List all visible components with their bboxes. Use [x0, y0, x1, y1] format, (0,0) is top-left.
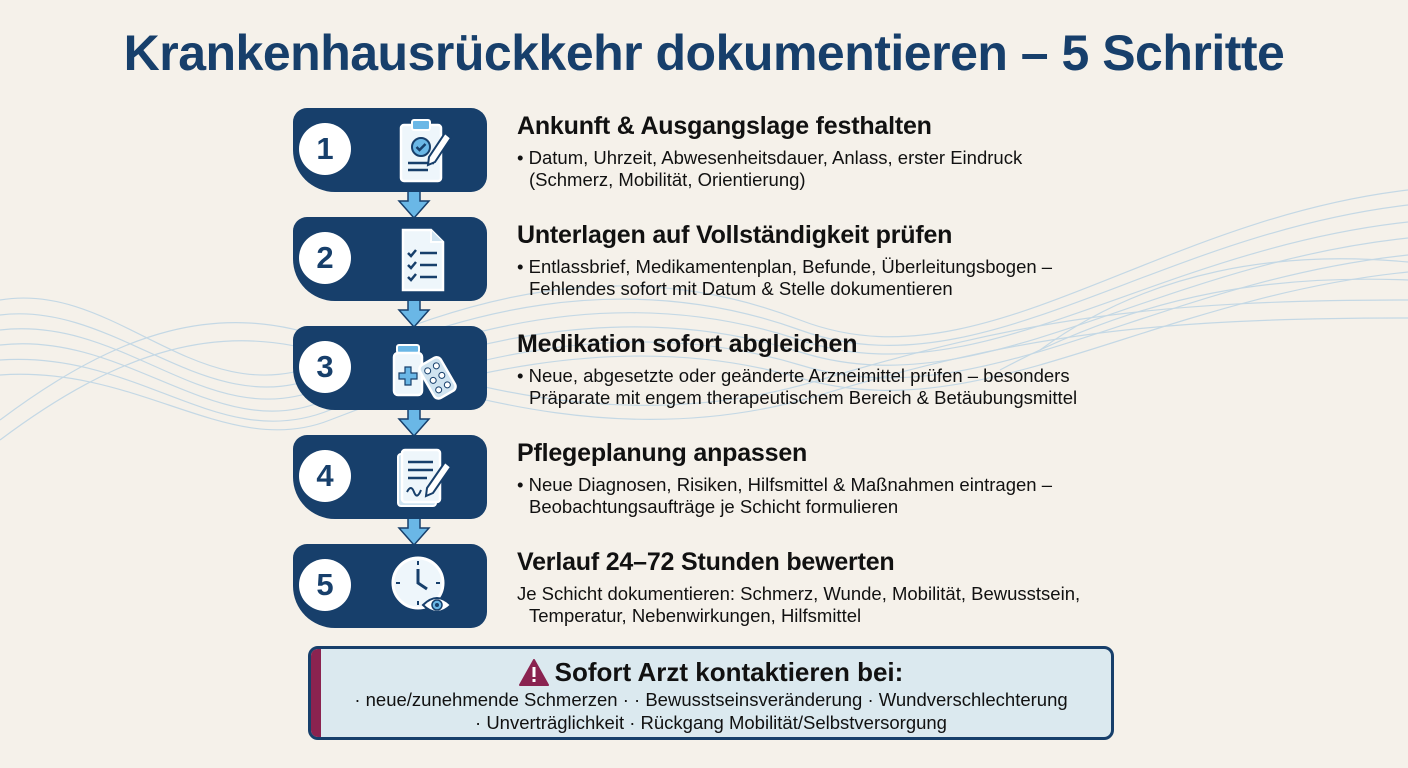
- step-detail: • Entlassbrief, Medikamentenplan, Befunde, Überleitungsbogen –: [517, 256, 1053, 277]
- step-4-text: [517, 439, 1052, 518]
- clock-eye-icon: [385, 549, 459, 623]
- warning-icon: [519, 659, 549, 687]
- step-detail: • Neue Diagnosen, Risiken, Hilfsmittel & Maßnahmen eintragen –: [517, 474, 1053, 495]
- alert-box: [308, 646, 1114, 740]
- care-plan-edit-icon: [385, 440, 459, 514]
- step-3-text: [517, 330, 1077, 409]
- step-detail: (Schmerz, Mobilität, Orientierung): [529, 169, 806, 190]
- step-2-text: [517, 221, 1052, 300]
- step-title: Unterlagen auf Vollständigkeit prüfen: [517, 221, 953, 249]
- step-title: Pflegeplanung anpassen: [517, 439, 808, 467]
- step-number: 4: [299, 450, 351, 502]
- step-number: 1: [299, 123, 351, 175]
- step-number: 3: [299, 341, 351, 393]
- alert-heading: [311, 657, 1111, 688]
- alert-detail: · Unverträglichkeit · Rückgang Mobilität/Selbstversorgung: [475, 712, 947, 733]
- step-detail: • Neue, abgesetzte oder geänderte Arzneimittel prüfen – besonders: [517, 365, 1070, 386]
- page-title: Krankenhausrückkehr dokumentieren – 5 Schritte: [123, 25, 1285, 81]
- step-detail: • Datum, Uhrzeit, Abwesenheitsdauer, Anlass, erster Eindruck: [517, 147, 1023, 168]
- step-badge-3: [293, 326, 487, 410]
- step-title: Verlauf 24–72 Stunden bewerten: [517, 548, 895, 576]
- step-detail: Je Schicht dokumentieren: Schmerz, Wunde, Mobilität, Bewusstsein,: [517, 583, 1081, 604]
- step-badge-4: [293, 435, 487, 519]
- step-number: 2: [299, 232, 351, 284]
- step-number: 5: [299, 559, 351, 611]
- step-badge-2: [293, 217, 487, 301]
- step-detail: Präparate mit engem therapeutischem Bereich & Betäubungsmittel: [529, 387, 1078, 408]
- alert-detail: · neue/zunehmende Schmerzen · · Bewusstseinsveränderung · Wundverschlechterung: [354, 689, 1068, 710]
- clipboard-check-icon: [385, 113, 459, 187]
- alert-heading-text: Sofort Arzt kontaktieren bei:: [554, 657, 904, 687]
- step-badge-5: [293, 544, 487, 628]
- document-checklist-icon: [385, 222, 459, 296]
- step-title: Medikation sofort abgleichen: [517, 330, 858, 358]
- step-detail: Fehlendes sofort mit Datum & Stelle dokumentieren: [529, 278, 953, 299]
- step-1-text: [517, 112, 1022, 191]
- step-5-text: [517, 548, 1080, 627]
- step-detail: Temperatur, Nebenwirkungen, Hilfsmittel: [529, 605, 862, 626]
- step-title: Ankunft & Ausgangslage festhalten: [517, 112, 932, 140]
- step-detail: Beobachtungsaufträge je Schicht formulieren: [529, 496, 899, 517]
- step-badge-1: [293, 108, 487, 192]
- medication-icon: [385, 331, 459, 405]
